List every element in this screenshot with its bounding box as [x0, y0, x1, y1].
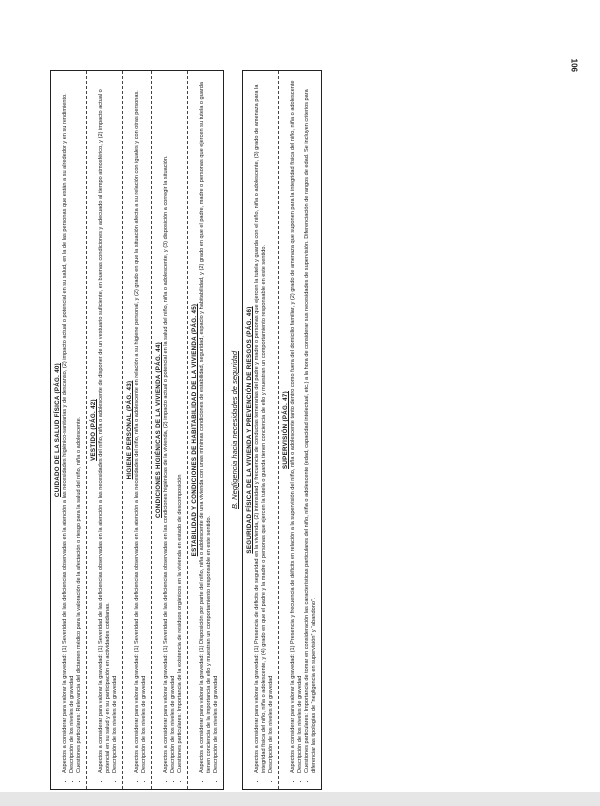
list-item: • Descripción de los niveles de gravedad: [69, 77, 76, 773]
section-title: SEGURIDAD FÍSICA DE LA VIVIENDA Y PREVENCIÓN DE RIESGOS (PÁG. 46): [246, 306, 253, 554]
table-physical-needs: [50, 70, 224, 790]
list-item: • Descripción de los niveles de gravedad: [170, 77, 177, 773]
list-item: • Aspectos a considerar para valorar la gravedad: (1) Severidad de las deficiencias observadas en las condiciones higiénicas de la vivienda, (2) impacto actual o potencial en la salud del niño, niña o adolescente, y (3) disposición a corregir la situación.: [163, 77, 170, 773]
section-title: CUIDADO DE LA SALUD FÍSICA (PÁG. 40): [54, 362, 61, 498]
section-title: HIGIENE PERSONAL (PÁG. 43): [126, 380, 133, 480]
list-item: • Descripción de los niveles de gravedad: [112, 77, 119, 773]
section-vestido: [86, 71, 122, 789]
section-title: SUPERVISIÓN (PÁG. 47): [282, 390, 289, 470]
list-item: • Descripción de los niveles de gravedad: [141, 77, 148, 773]
section-title: CONDICIONES HIGIÉNICAS DE LA VIVIENDA (PÁG. 44): [155, 342, 162, 518]
table-safety-needs: [242, 70, 322, 790]
section-title: VESTIDO (PÁG. 42): [90, 399, 97, 461]
list-item: • Aspectos a considerar para valorar la gravedad: (1) Presencia y frecuencia de déficits en relación a la supervisión del niño, niña o adolescente tanto dentro como fuera del domicilio familiar, y (2) grado de amenaza que suponen para la integridad física del niño, niña o adolescente: [290, 77, 297, 773]
section-higiene-personal: [122, 71, 151, 789]
section-condiciones-higienicas: [151, 71, 187, 789]
list-item: • Descripción de los niveles de gravedad: [297, 77, 304, 773]
list-item: • Cuestiones particulares: Relevancia del dictamen médico para la valoración de la afectación o riesgo para la salud del niño, niña o adolescente.: [76, 77, 83, 773]
group-b-heading: B. Negligencia hacia necesidades de seguridad: [230, 350, 239, 510]
list-item: • Descripción de los niveles de gravedad: [268, 77, 275, 773]
list-item: • Aspectos a considerar para valorar la gravedad: (1) Severidad de las deficiencias observadas en la atención a las necesidades higiénico-sanitarias y de descanso, (2) impacto actual o potencial en su salud, en la de las personas que están a su alrededor y en su rendimiento.: [62, 77, 69, 773]
section-seguridad-fisica: [243, 71, 278, 789]
list-item: • Cuestiones particulares: Importancia de tomar en consideración las características particulares del niño, niña o adolescente (edad, capacidad intelectual, etc.) a la hora de considerar sus necesidades de supervisión. Diferenciación de rangos de edad. Se incluyen criterios para diferenciar las tipologías de “negligencia en supervisión” y “abandono”.: [304, 77, 318, 773]
list-item: • Descripción de los niveles de gravedad: [213, 77, 220, 773]
list-item: • Aspectos a considerar para valorar la gravedad: (1) Severidad de las deficiencias observadas en la atención a las necesidades del niño, niña o adolescente de disponer de un vestuario suficiente, en buenas condiciones y adecuado al tiempo atmosférico, y (2) impacto actual o potencial en su salud y en su participación en actividades cotidianas.: [98, 77, 112, 773]
list-item: • Aspectos a considerar para valorar la gravedad: (1) Presencia de déficits de seguridad en la vivienda, (2) intensidad y frecuencia de conductas temerarias del padre y madre o personas que ejercen la tutela y guarda con el niño, niña o adolescente, (3) grado de amenaza para la integridad física del niño, niña o adolescente, y (4) grado en que el padre y la madre o personas que ejercen la tutela o guarda tienen conciencia de ello y muestran un comportamiento responsable en este sentido.: [254, 77, 268, 773]
section-salud-fisica: [51, 71, 86, 789]
section-supervision: [278, 71, 321, 789]
list-item: • Aspectos a considerar para valorar la gravedad: (1) Disposición por parte del niño, niña o adolescente de una vivienda con unas mínimas condiciones de estabilidad, seguridad, espacio y habitabilidad, y (2) grado en que el padre, madre o personas que ejercen su tutela o guarda tienen conciencia de la importancia de ello y muestran un comportamiento responsable en este sentido.: [199, 77, 213, 773]
list-item: • Aspectos a considerar para valorar la gravedad: (1) Severidad de las deficiencias observadas en la atención a las necesidades del niño, niña o adolescente en relación a su higiene personal, y (2) grado en que la situación afecta a su relación con iguales y con otras personas.: [134, 77, 141, 773]
page-number: 106: [569, 58, 578, 72]
section-title: ESTABILIDAD Y CONDICIONES DE HABITABILIDAD DE LA VIVIENDA (PÁG. 45): [191, 303, 198, 557]
section-estabilidad-vivienda: [187, 71, 223, 789]
list-item: • Cuestiones particulares: Importancia de la existencia de residuos orgánicos en la vivienda en estado de descomposición: [177, 77, 184, 773]
rotated-content: [50, 70, 460, 790]
viewer-bottom-bar: [0, 792, 600, 806]
